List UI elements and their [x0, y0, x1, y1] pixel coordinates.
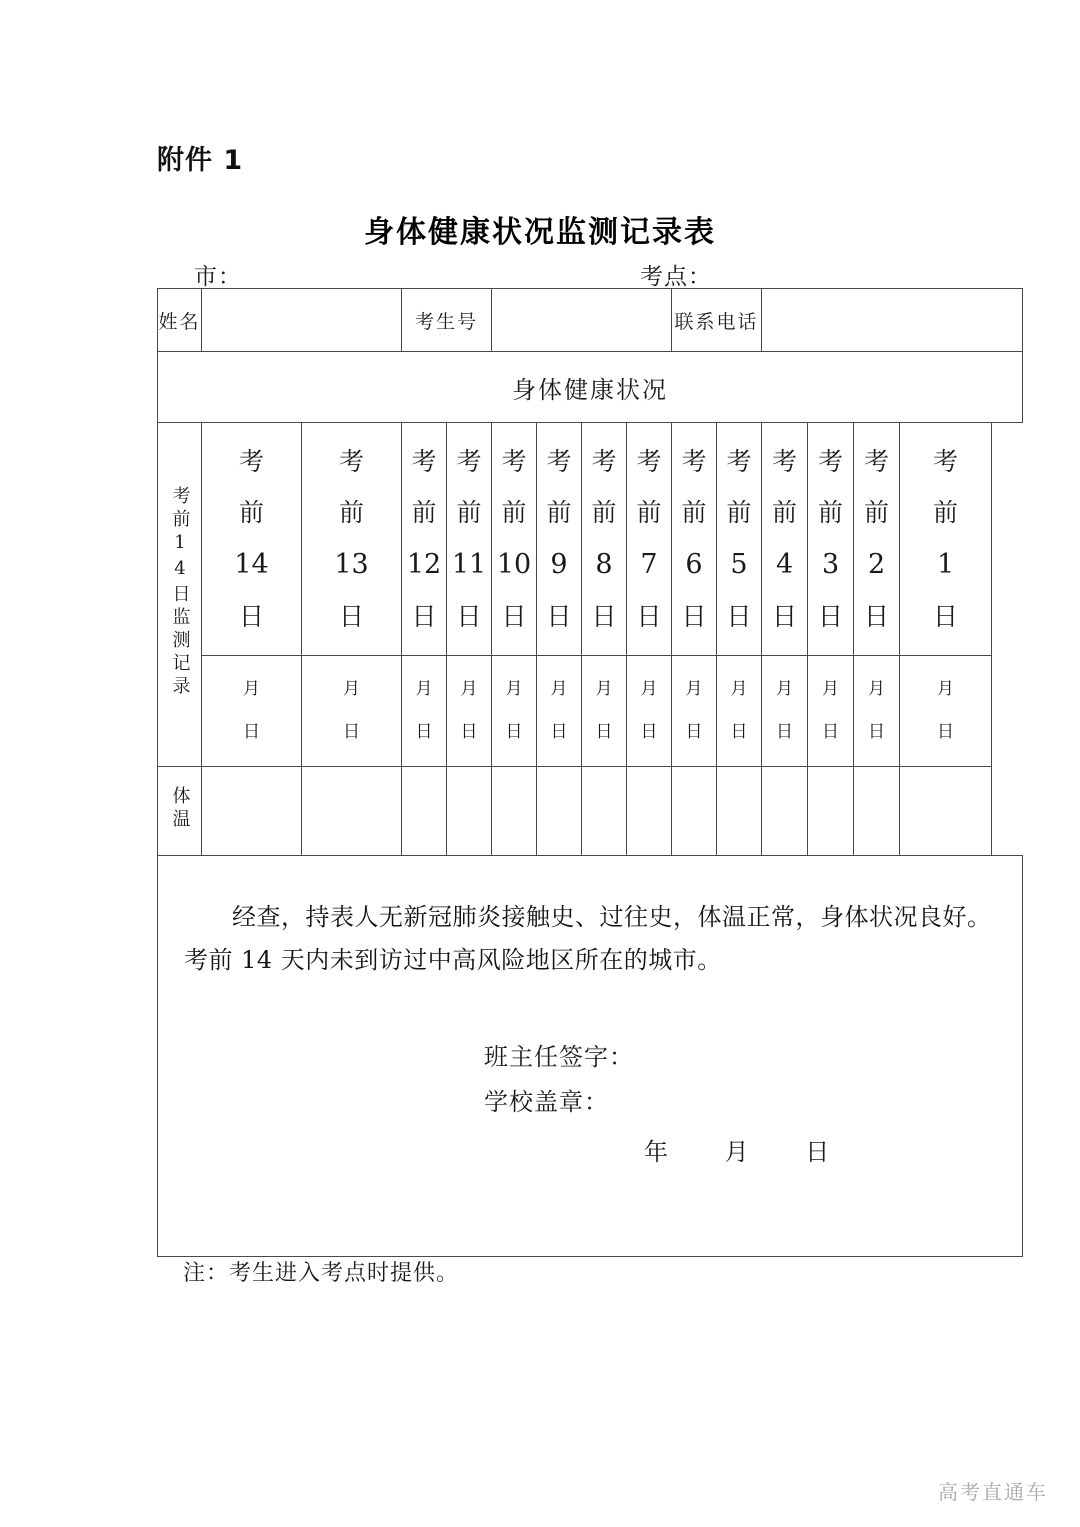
day-prefix-1-4: 考	[772, 447, 798, 476]
temperature-cell-1[interactable]	[900, 767, 992, 856]
month-mark-2: 月	[868, 679, 886, 700]
month-day-cell-9[interactable]	[537, 656, 582, 767]
day-prefix-1-5: 考	[726, 447, 752, 476]
temperature-row	[158, 767, 1023, 856]
day-number-6: 6	[685, 549, 703, 580]
day-header-row	[158, 423, 1023, 656]
identity-row	[158, 289, 1023, 352]
month-mark-14: 月	[243, 679, 260, 700]
day-suffix-5: 日	[726, 602, 752, 631]
month-day-cell-6[interactable]	[672, 656, 717, 767]
day-prefix-2-3: 前	[818, 498, 844, 527]
candidate-no-input-cell[interactable]	[492, 289, 672, 352]
day-prefix-2-13: 前	[338, 498, 364, 527]
section-banner-row	[158, 352, 1023, 423]
day-prefix-2-9: 前	[546, 498, 572, 527]
day-number-14: 14	[234, 549, 269, 580]
day-prefix-2-11: 前	[456, 498, 482, 527]
day-suffix-7: 日	[636, 602, 662, 631]
day-mark-1: 日	[937, 721, 955, 742]
month-day-cell-8[interactable]	[582, 656, 627, 767]
day-suffix-9: 日	[546, 602, 572, 631]
day-mark-2: 日	[868, 721, 886, 742]
day-mark-7: 日	[640, 721, 658, 742]
day-prefix-1-2: 考	[864, 447, 890, 476]
month-mark-10: 月	[505, 679, 523, 700]
temperature-cell-6[interactable]	[672, 767, 717, 856]
day-number-8: 8	[595, 549, 613, 580]
temperature-cell-3[interactable]	[808, 767, 854, 856]
day-number-5: 5	[730, 549, 748, 580]
temperature-cell-4[interactable]	[762, 767, 808, 856]
month-mark-11: 月	[460, 679, 478, 700]
signature-date-line	[484, 1130, 994, 1174]
day-number-9: 9	[550, 549, 568, 580]
day-number-4: 4	[775, 549, 794, 580]
month-mark-1: 月	[937, 679, 955, 700]
day-header-cell-4	[762, 423, 808, 656]
month-mark-12: 月	[415, 679, 433, 700]
temperature-cell-10[interactable]	[492, 767, 537, 856]
footer-note: 注：考生进入考点时提供。	[183, 1261, 460, 1286]
watermark: 高考直通车	[938, 1480, 1048, 1504]
day-suffix-1: 日	[933, 602, 959, 631]
day-prefix-1-3: 考	[818, 447, 844, 476]
day-header-cell-2	[854, 423, 900, 656]
day-header-cell-12	[402, 423, 447, 656]
day-prefix-2-2: 前	[864, 498, 890, 527]
day-suffix-11: 日	[456, 602, 482, 631]
name-input-cell[interactable]	[202, 289, 402, 352]
temperature-cell-14[interactable]	[202, 767, 302, 856]
day-number-2: 2	[867, 549, 886, 580]
day-prefix-1-6: 考	[681, 447, 707, 476]
phone-input-cell[interactable]	[762, 289, 1023, 352]
day-suffix-14: 日	[238, 602, 264, 631]
day-suffix-8: 日	[591, 602, 617, 631]
month-day-cell-7[interactable]	[627, 656, 672, 767]
day-number-12: 12	[406, 549, 442, 580]
day-prefix-2-5: 前	[726, 498, 752, 527]
month-mark-13: 月	[343, 679, 360, 700]
month-day-cell-3[interactable]	[808, 656, 854, 767]
day-header-cell-3	[808, 423, 854, 656]
day-prefix-2-6: 前	[681, 498, 707, 527]
attachment-label: 附件 1	[157, 145, 244, 176]
day-prefix-1-10: 考	[501, 447, 527, 476]
day-prefix-2-10: 前	[501, 498, 527, 527]
temperature-cell-9[interactable]	[537, 767, 582, 856]
monitor-side-label-text: 考前14日监测记录	[169, 485, 191, 699]
day-number-3: 3	[821, 549, 840, 580]
day-mark-9: 日	[550, 721, 568, 742]
day-mark-14: 日	[243, 721, 260, 742]
day-prefix-1-14: 考	[238, 447, 264, 476]
date-day-label: 日	[805, 1138, 831, 1167]
temperature-label	[158, 767, 202, 856]
month-day-cell-12[interactable]	[402, 656, 447, 767]
page-title: 身体健康状况监测记录表	[364, 215, 716, 250]
phone-label: 联系电话	[672, 289, 762, 352]
temperature-label-text: 体温	[169, 785, 191, 832]
month-day-cell-11[interactable]	[447, 656, 492, 767]
day-mark-12: 日	[415, 721, 433, 742]
day-prefix-1-11: 考	[456, 447, 482, 476]
health-record-table	[157, 288, 1023, 1257]
temperature-cell-13[interactable]	[302, 767, 402, 856]
temperature-cell-2[interactable]	[854, 767, 900, 856]
day-header-cell-8	[582, 423, 627, 656]
signature-block	[184, 1035, 994, 1174]
school-seal-label[interactable]: 学校盖章：	[484, 1087, 609, 1116]
day-header-cell-7	[627, 423, 672, 656]
name-label: 姓名	[158, 289, 202, 352]
day-mark-11: 日	[460, 721, 478, 742]
day-prefix-1-9: 考	[546, 447, 572, 476]
day-number-1: 1	[936, 549, 955, 580]
day-header-cell-9	[537, 423, 582, 656]
day-header-cell-5	[717, 423, 762, 656]
day-prefix-2-12: 前	[411, 498, 437, 527]
day-mark-5: 日	[730, 721, 748, 742]
temperature-cell-8[interactable]	[582, 767, 627, 856]
day-prefix-2-14: 前	[238, 498, 264, 527]
temperature-cell-12[interactable]	[402, 767, 447, 856]
day-mark-6: 日	[685, 721, 703, 742]
exam-site-label: 考点：	[640, 264, 712, 290]
day-prefix-2-4: 前	[772, 498, 798, 527]
month-mark-3: 月	[822, 679, 840, 700]
month-day-cell-14[interactable]	[202, 656, 302, 767]
day-prefix-1-7: 考	[636, 447, 662, 476]
day-suffix-4: 日	[772, 602, 798, 631]
day-mark-3: 日	[822, 721, 840, 742]
month-mark-6: 月	[685, 679, 703, 700]
day-mark-8: 日	[595, 721, 613, 742]
day-number-13: 13	[334, 549, 369, 580]
day-header-cell-14	[202, 423, 302, 656]
day-suffix-6: 日	[681, 602, 707, 631]
month-day-cell-4[interactable]	[762, 656, 808, 767]
date-year-label: 年	[644, 1138, 669, 1167]
section-banner-label: 身体健康状况	[158, 352, 1023, 423]
month-mark-8: 月	[595, 679, 613, 700]
month-mark-5: 月	[730, 679, 748, 700]
temperature-cell-11[interactable]	[447, 767, 492, 856]
day-prefix-1-1: 考	[933, 447, 959, 476]
day-suffix-13: 日	[338, 602, 364, 631]
month-day-entry-row	[158, 656, 1023, 767]
date-month-label: 月	[724, 1138, 750, 1167]
candidate-no-label: 考生号	[402, 289, 492, 352]
day-suffix-12: 日	[411, 602, 437, 631]
day-header-cell-11	[447, 423, 492, 656]
day-prefix-2-8: 前	[591, 498, 617, 527]
month-mark-7: 月	[640, 679, 658, 700]
day-prefix-1-12: 考	[411, 447, 437, 476]
statement-row	[158, 856, 1023, 1257]
statement-cell	[158, 856, 1023, 1257]
monitor-side-label	[158, 423, 202, 767]
day-header-cell-10	[492, 423, 537, 656]
day-prefix-2-7: 前	[636, 498, 662, 527]
day-mark-4: 日	[776, 721, 794, 742]
month-day-cell-5[interactable]	[717, 656, 762, 767]
month-day-cell-2[interactable]	[854, 656, 900, 767]
statement-paragraph: 经查，持表人无新冠肺炎接触史、过往史，体温正常，身体状况良好。考前 14 天内未到访过中高风险地区所在的城市。	[184, 903, 992, 974]
month-day-cell-10[interactable]	[492, 656, 537, 767]
temperature-cell-5[interactable]	[717, 767, 762, 856]
month-mark-9: 月	[550, 679, 568, 700]
month-day-cell-1[interactable]	[900, 656, 992, 767]
day-number-7: 7	[640, 549, 658, 580]
day-number-11: 11	[451, 549, 487, 580]
temperature-cell-7[interactable]	[627, 767, 672, 856]
day-suffix-10: 日	[501, 602, 527, 631]
day-prefix-1-8: 考	[591, 447, 617, 476]
day-header-cell-1	[900, 423, 992, 656]
day-mark-10: 日	[505, 721, 523, 742]
month-day-cell-13[interactable]	[302, 656, 402, 767]
month-mark-4: 月	[776, 679, 794, 700]
day-number-10: 10	[496, 549, 532, 580]
day-header-cell-13	[302, 423, 402, 656]
day-suffix-2: 日	[864, 602, 890, 631]
city-label: 市：	[194, 264, 242, 290]
teacher-signature-label[interactable]: 班主任签字：	[484, 1043, 634, 1072]
day-mark-13: 日	[343, 721, 360, 742]
day-suffix-3: 日	[818, 602, 844, 631]
day-prefix-2-1: 前	[933, 498, 959, 527]
day-header-cell-6	[672, 423, 717, 656]
day-prefix-1-13: 考	[338, 447, 364, 476]
